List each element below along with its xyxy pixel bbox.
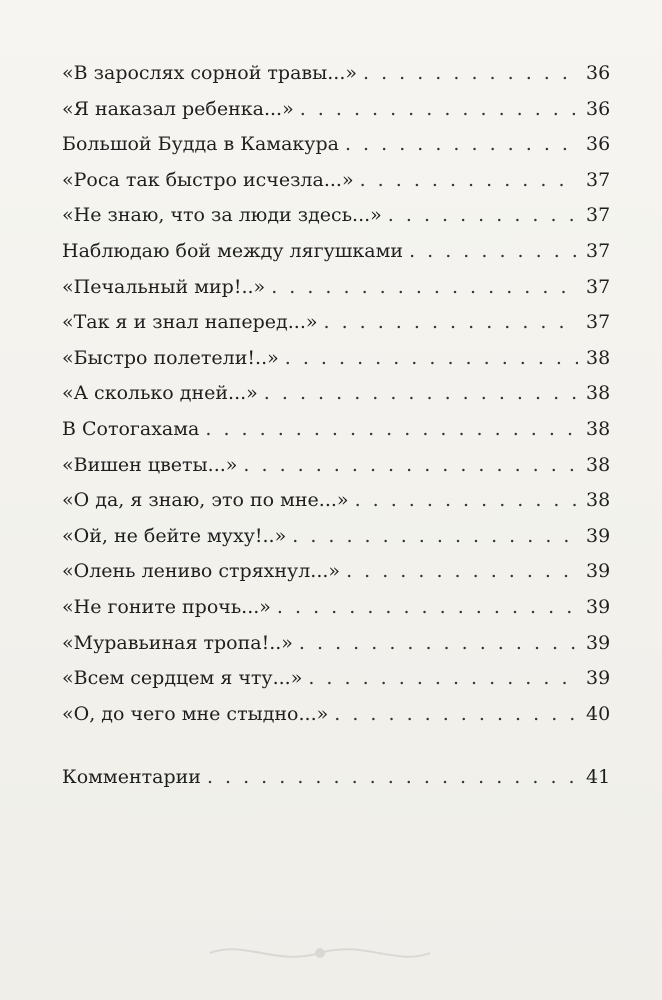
toc-entry-page: 39 (586, 560, 611, 583)
dot-leader (323, 305, 578, 341)
toc-entry-page: 41 (586, 766, 611, 789)
dot-leader (346, 554, 578, 590)
dot-leader (363, 56, 578, 92)
toc-entry[interactable] (62, 127, 610, 163)
toc-entry[interactable] (62, 163, 610, 199)
toc-entry-title: «О да, я знаю, это по мне...» (62, 489, 349, 512)
dot-leader (277, 590, 578, 626)
dot-leader (334, 697, 578, 733)
toc-entry-title: «Не гоните прочь...» (62, 595, 271, 618)
toc-entry-commentary[interactable] (62, 760, 610, 796)
toc-entry-title: Комментарии (62, 766, 201, 789)
toc-entry[interactable] (62, 270, 610, 306)
toc-entry-page: 38 (586, 453, 611, 476)
section-gap (62, 732, 610, 760)
dot-leader (243, 448, 578, 484)
toc-entry[interactable] (62, 56, 610, 92)
table-of-contents (62, 56, 610, 796)
toc-entry-title: «Так я и знал наперед...» (62, 311, 318, 334)
toc-entry[interactable] (62, 376, 610, 412)
dot-leader (292, 519, 578, 555)
dot-leader (205, 412, 578, 448)
toc-entry-title: «Быстро полетели!..» (62, 346, 279, 369)
toc-entry-title: «Не знаю, что за люди здесь...» (62, 204, 382, 227)
dot-leader (308, 661, 578, 697)
toc-entry[interactable] (62, 448, 610, 484)
dot-leader (409, 234, 578, 270)
toc-entry-page: 40 (586, 702, 611, 725)
toc-entry-page: 38 (586, 346, 611, 369)
toc-entry-title: «Печальный мир!..» (62, 275, 266, 298)
toc-entry[interactable] (62, 198, 610, 234)
dot-leader (355, 483, 578, 519)
toc-entry-page: 39 (586, 595, 611, 618)
toc-entry-title: Наблюдаю бой между лягушками (62, 239, 404, 262)
toc-list (62, 56, 610, 732)
toc-entry[interactable] (62, 234, 610, 270)
toc-entry-title: «Муравьиная тропа!..» (62, 631, 293, 654)
dot-leader (345, 127, 578, 163)
toc-entry-title: В Сотогахама (62, 417, 200, 440)
toc-entry-page: 36 (586, 62, 611, 84)
toc-entry-title: «А сколько дней...» (62, 382, 258, 405)
dot-leader (388, 198, 578, 234)
toc-entry-page: 39 (586, 631, 611, 654)
toc-entry[interactable] (62, 519, 610, 555)
dot-leader (360, 163, 578, 199)
dot-leader (271, 270, 578, 306)
toc-entry-page: 37 (586, 204, 611, 227)
toc-entry-page: 39 (586, 667, 611, 690)
toc-entry-page: 36 (586, 97, 611, 120)
toc-entry-title: «Роса так быстро исчезла...» (62, 168, 354, 191)
decorative-ornament-icon (205, 940, 435, 966)
toc-entry-title: «Олень лениво стряхнул...» (62, 560, 341, 583)
toc-entry-title: «Вишен цветы...» (62, 453, 238, 476)
toc-entry-page: 37 (586, 168, 611, 191)
toc-entry[interactable] (62, 697, 610, 733)
toc-entry-page: 38 (586, 489, 611, 512)
dot-leader (264, 376, 578, 412)
toc-entry[interactable] (62, 590, 610, 626)
toc-entry[interactable] (62, 626, 610, 662)
toc-entry-page: 37 (586, 275, 611, 298)
toc-entry-page: 37 (586, 239, 611, 262)
toc-entry-title: «В зарослях сорной травы...» (62, 62, 357, 84)
dot-leader (300, 92, 578, 128)
toc-entry[interactable] (62, 412, 610, 448)
toc-entry[interactable] (62, 341, 610, 377)
toc-entry-title: «О, до чего мне стыдно...» (62, 702, 329, 725)
toc-entry[interactable] (62, 305, 610, 341)
toc-entry-title: Большой Будда в Камакура (62, 133, 339, 156)
toc-entry[interactable] (62, 554, 610, 590)
dot-leader (299, 626, 578, 662)
toc-entry-page: 38 (586, 382, 611, 405)
toc-entry-title: «Всем сердцем я чту...» (62, 667, 303, 690)
toc-entry-title: «Ой, не бейте муху!..» (62, 524, 287, 547)
toc-entry[interactable] (62, 92, 610, 128)
dot-leader (207, 760, 578, 796)
toc-entry-page: 37 (586, 311, 611, 334)
dot-leader (285, 341, 578, 377)
toc-entry-page: 39 (586, 524, 611, 547)
toc-entry-title: «Я наказал ребенка...» (62, 97, 294, 120)
toc-entry[interactable] (62, 661, 610, 697)
toc-entry[interactable] (62, 483, 610, 519)
toc-entry-page: 36 (586, 133, 611, 156)
toc-entry-page: 38 (586, 417, 611, 440)
